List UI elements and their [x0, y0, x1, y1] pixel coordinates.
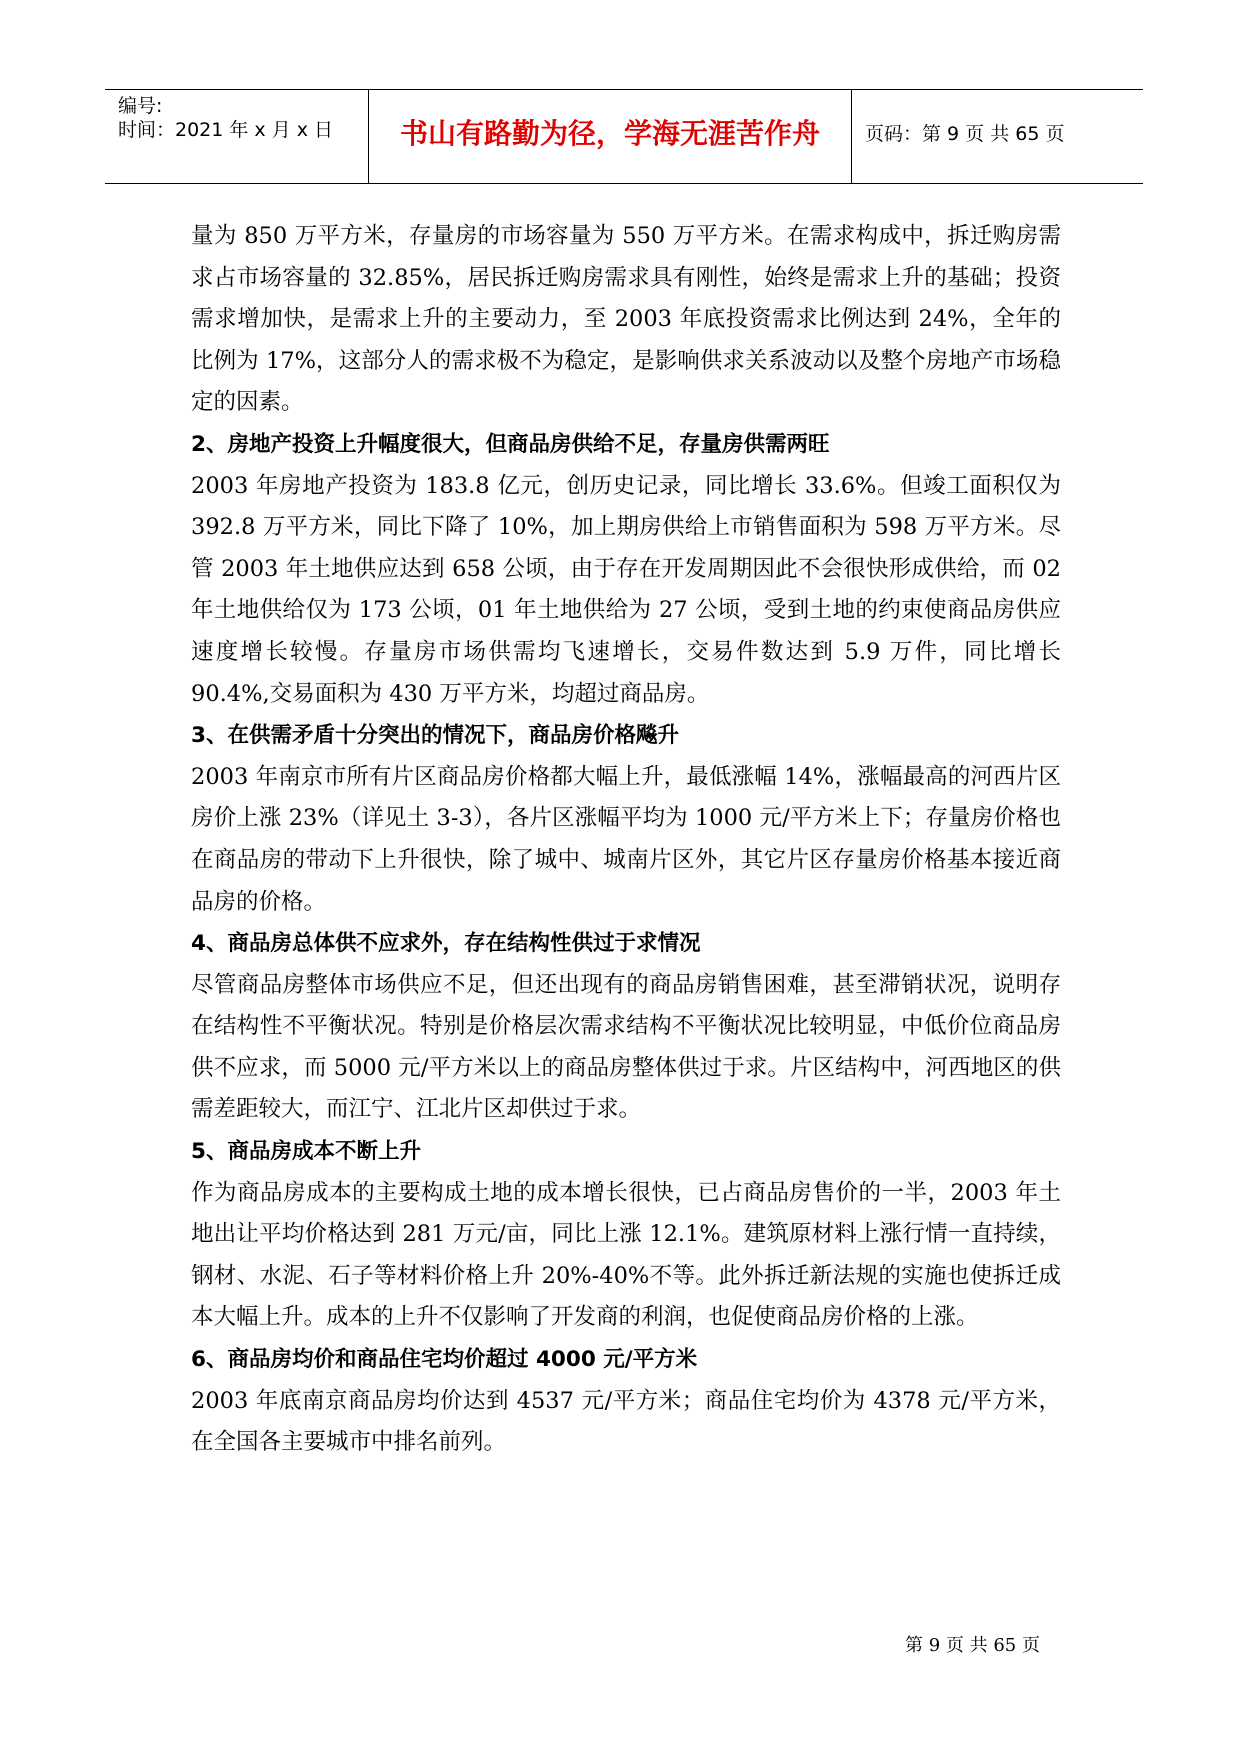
section-heading-6: 6、商品房均价和商品住宅均价超过 4000 元/平方米 — [191, 1347, 698, 1373]
paragraph-price-rise: 2003 年南京市所有片区商品房价格都大幅上升，最低涨幅 14%，涨幅最高的河西片区房价上涨 23%（详见土 3-3），各片区涨幅平均为 1000 元/平方米上下；存量房价格也在商品房的带动下上升很快，除了城中、城南片区外，其它片区存量房价格基本接近商品房的价格。 — [191, 763, 1061, 915]
paragraph-cost-rise: 作为商品房成本的主要构成土地的成本增长很快，已占商品房售价的一半，2003 年土地出让平均价格达到 281 万元/亩，同比上涨 12.1%。建筑原材料上涨行情一直持续，钢材、水泥、石子等材料价格上升 20%-40%不等。此外拆迁新法规的实施也使拆迁成本大幅上升。成本的上升不仅影响了开发商的利润，也促使商品房价格的上涨。 — [191, 1179, 1061, 1331]
page-footer: 第 9 页 共 65 页 — [905, 1635, 1040, 1656]
section-heading-2: 2、房地产投资上升幅度很大，但商品房供给不足，存量房供需两旺 — [191, 431, 830, 457]
header-motto: 书山有路勤为径，学海无涯苦作舟 — [399, 117, 820, 150]
section-heading-5: 5、商品房成本不断上升 — [191, 1139, 421, 1165]
document-time-label: 时间：2021 年 x 月 x 日 — [118, 119, 334, 141]
section-heading-3: 3、在供需矛盾十分突出的情况下，商品房价格飚升 — [191, 723, 679, 749]
paragraph-investment-supply: 2003 年房地产投资为 183.8 亿元，创历史记录，同比增长 33.6%。但竣工面积仅为 392.8 万平方米，同比下降了 10%，加上期房供给上市销售面积为 598 万平方米。尽管 2003 年土地供应达到 658 公顷，由于存在开发周期因此不会很快形成供给，而 02 年土地供给仅为 173 公顷，01 年土地供给为 27 公顷，受到土地的约束使商品房供应速度增长较慢。存量房市场供需均飞速增长，交易件数达到 5.9 万件，同比增长 90.4%,交易面积为 430 万平方米，均超过商品房。 — [191, 472, 1061, 707]
document-header — [105, 89, 1143, 184]
header-motto-cell — [369, 90, 852, 183]
header-page-info: 页码：第 9 页 共 65 页 — [865, 123, 1065, 145]
document-number-label: 编号: — [118, 95, 163, 117]
paragraph-demand-structure: 量为 850 万平方米，存量房的市场容量为 550 万平方米。在需求构成中，拆迁购房需求占市场容量的 32.85%，居民拆迁购房需求具有刚性，始终是需求上升的基础；投资需求增加快，是需求上升的主要动力，至 2003 年底投资需求比例达到 24%，全年的比例为 17%，这部分人的需求极不为稳定，是影响供求关系波动以及整个房地产市场稳定的因素。 — [191, 223, 1061, 416]
header-page-cell — [852, 90, 1143, 183]
paragraph-structural-oversupply: 尽管商品房整体市场供应不足，但还出现有的商品房销售困难，甚至滞销状况，说明存在结构性不平衡状况。特别是价格层次需求结构不平衡状况比较明显，中低价位商品房供不应求，而 5000 元/平方米以上的商品房整体供过于求。片区结构中，河西地区的供需差距较大，而江宁、江北片区却供过于求。 — [191, 971, 1061, 1123]
document-body — [191, 216, 1061, 1464]
paragraph-average-price: 2003 年底南京商品房均价达到 4537 元/平方米；商品住宅均价为 4378 元/平方米，在全国各主要城市中排名前列。 — [191, 1387, 1061, 1456]
header-meta-cell — [105, 90, 369, 183]
section-heading-4: 4、商品房总体供不应求外，存在结构性供过于求情况 — [191, 931, 701, 957]
